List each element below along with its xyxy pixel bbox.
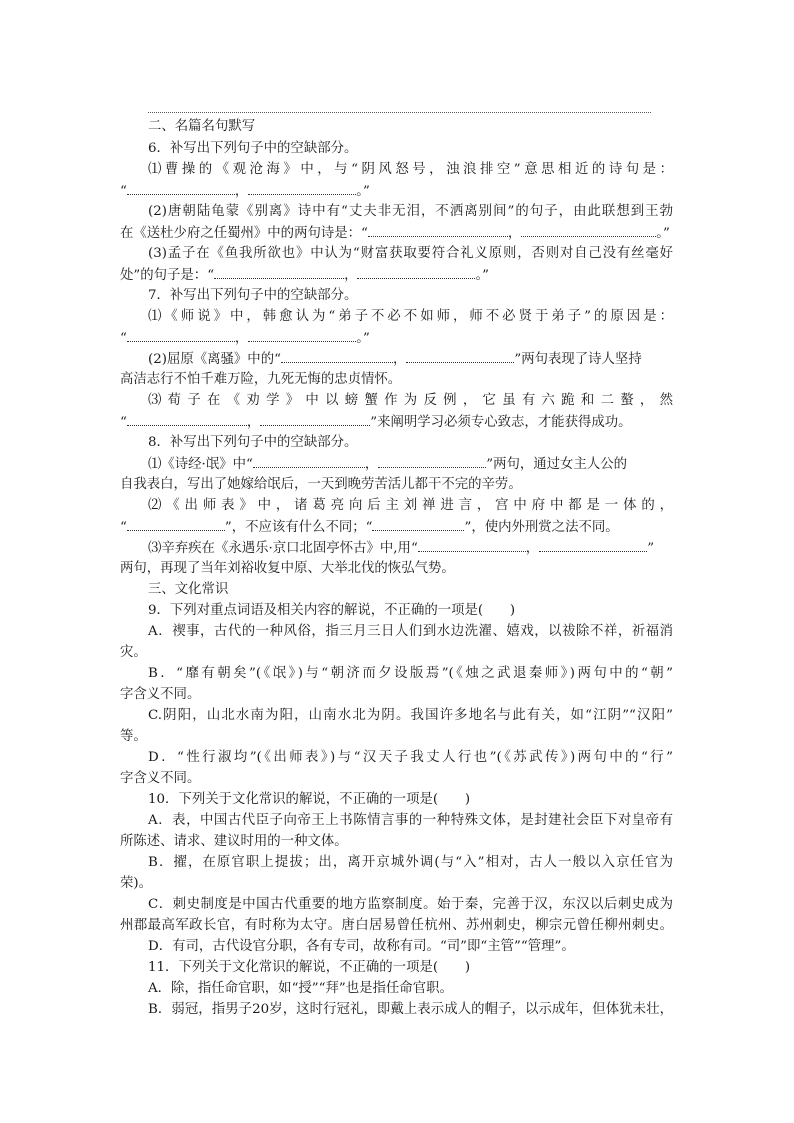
blank[interactable] — [253, 454, 365, 468]
q9-option-b: B．“靡有朝矣”(《氓》)与“朝济而夕设版焉”(《烛之武退秦师》)两句中的“朝” — [148, 666, 673, 681]
question-6: 6．补写出下列句子中的空缺部分。 — [148, 141, 358, 156]
header-divider — [148, 112, 651, 113]
blank[interactable] — [214, 265, 344, 279]
q8-3-line1: ⑶辛弃疾在《永遇乐·京口北固亭怀古》中,用“ ， ” — [148, 538, 673, 559]
blank[interactable] — [281, 349, 393, 363]
q7-2-line1: (2)屈原《离骚》中的“ ， ”两句表现了诗人坚持 — [148, 349, 673, 370]
q11-option-a: A．除，指任命官职，如“授”“拜”也是指任命官职。 — [148, 981, 453, 996]
q6-1-line1: ⑴曹操的《观沧海》中，与“阴风怒号，浊浪排空”意思相近的诗句是： — [148, 162, 673, 177]
q9-option-d-cont: 字含义不同。 — [120, 771, 201, 786]
q6-3-line1: (3)孟子在《鱼我所欲也》中认为“财富获取要符合礼义原则，否则对自己没有丝毫好 — [148, 246, 673, 261]
q8-2-line1: ⑵《出师表》中，诸葛亮向后主刘禅进言，宫中府中都是一体的， — [148, 498, 673, 513]
q9-option-c-cont: 等。 — [120, 729, 147, 744]
blank[interactable] — [260, 412, 370, 426]
q10-option-a-cont: 所陈述、请求、建议时用的一种文体。 — [120, 834, 348, 849]
q10-option-d: D．有司，古代设官分职，各有专司，故称有司。“司”即“主管”“管理”。 — [148, 939, 575, 954]
q10-option-c: C．刺史制度是中国古代重要的地方监察制度。始于秦，完善于汉，东汉以后刺史成为 — [148, 897, 673, 912]
q6-2-line1: (2)唐朝陆龟蒙《别离》诗中有“丈夫非无泪，不洒离别间”的句子，由此联想到王勃 — [148, 204, 673, 219]
q9-option-d: D．“性行淑均”(《出师表》)与“汉天子我丈人行也”(《苏武传》)两句中的“行” — [148, 750, 673, 765]
blank[interactable] — [368, 223, 508, 237]
blank[interactable] — [406, 349, 514, 363]
question-8: 8．补写出下列句子中的空缺部分。 — [148, 435, 358, 450]
blank[interactable] — [418, 538, 526, 552]
q9-option-b-cont: 字含义不同。 — [120, 687, 201, 702]
blank[interactable] — [521, 223, 656, 237]
question-11: 11．下列关于文化常识的解说，不正确的一项是( ) — [148, 960, 471, 975]
blank[interactable] — [372, 517, 464, 531]
blank[interactable] — [539, 538, 647, 552]
question-9: 9．下列对重点词语及相关内容的解说，不正确的一项是( ) — [148, 603, 516, 618]
q7-1-answer: “ ， 。” — [120, 328, 673, 349]
blank[interactable] — [248, 328, 356, 342]
blank[interactable] — [378, 454, 486, 468]
q10-option-b-cont: 荣)。 — [120, 876, 153, 891]
blank[interactable] — [357, 265, 475, 279]
q8-2-line2: “ ”，不应该有什么不同；“ ”，使内外刑赏之法不同。 — [120, 517, 673, 538]
blank[interactable] — [127, 181, 235, 195]
q9-option-a: A．禊事，古代的一种风俗，指三月三日人们到水边洗濯、嬉戏，以祓除不祥，祈福消 — [148, 624, 673, 639]
q10-option-b: B．擢，在原官职上提拔；出，离开京城外调(与“入”相对，古人一般以入京任官为 — [148, 855, 673, 870]
blank[interactable] — [127, 328, 235, 342]
q8-3-line2: 两句，再现了当年刘裕收复中原、大举北伐的恢弘气势。 — [120, 561, 455, 576]
q8-1-line1: ⑴《诗经·氓》中“ ， ”两句，通过女主人公的 — [148, 454, 673, 475]
q7-3-line1: ⑶荀子在《劝学》中以螃蟹作为反例，它虽有六跪和二螯，然 — [148, 393, 673, 408]
question-10: 10．下列关于文化常识的解说，不正确的一项是( ) — [148, 792, 471, 807]
q7-1-line1: ⑴《师说》中，韩愈认为“弟子不必不如师，师不必贤于弟子”的原因是： — [148, 309, 673, 324]
q11-option-b: B．弱冠，指男子20岁，这时行冠礼，即戴上表示成人的帽子，以示成年，但体犹未壮， — [148, 1002, 673, 1017]
q10-option-c-cont: 州郡最高军政长官，有时称为太守。唐白居易曾任杭州、苏州刺史，柳宗元曾任柳州刺史。 — [120, 918, 673, 933]
q7-2-line2: 高洁志行不怕千难万险，九死无悔的忠贞情怀。 — [120, 372, 402, 387]
question-7: 7．补写出下列句子中的空缺部分。 — [148, 288, 358, 303]
q9-option-c: C.阴阳，山北水南为阳，山南水北为阴。我国许多地名与此有关，如“江阴”“汉阳” — [148, 708, 673, 723]
q6-3-line2: 处”的句子是：“ ， 。” — [120, 265, 673, 286]
blank[interactable] — [127, 412, 247, 426]
blank[interactable] — [248, 181, 356, 195]
q7-3-line2: “ ， ”来阐明学习必须专心致志，才能获得成功。 — [120, 412, 673, 433]
blank[interactable] — [127, 517, 225, 531]
q9-option-a-cont: 灾。 — [120, 645, 147, 660]
q8-1-line2: 自我表白，写出了她嫁给氓后，一天到晚劳苦活儿都干不完的辛劳。 — [120, 477, 522, 492]
q6-2-line2: 在《送杜少府之任蜀州》中的两句诗是：“ ， 。” — [120, 223, 673, 244]
q6-1-answer: “ ， 。” — [120, 181, 673, 202]
q10-option-a: A．表，中国古代臣子向帝王上书陈情言事的一种特殊文体，是封建社会臣下对皇帝有 — [148, 813, 673, 828]
section-heading-2: 二、名篇名句默写 — [148, 119, 256, 134]
section-heading-3: 三、文化常识 — [148, 582, 229, 597]
